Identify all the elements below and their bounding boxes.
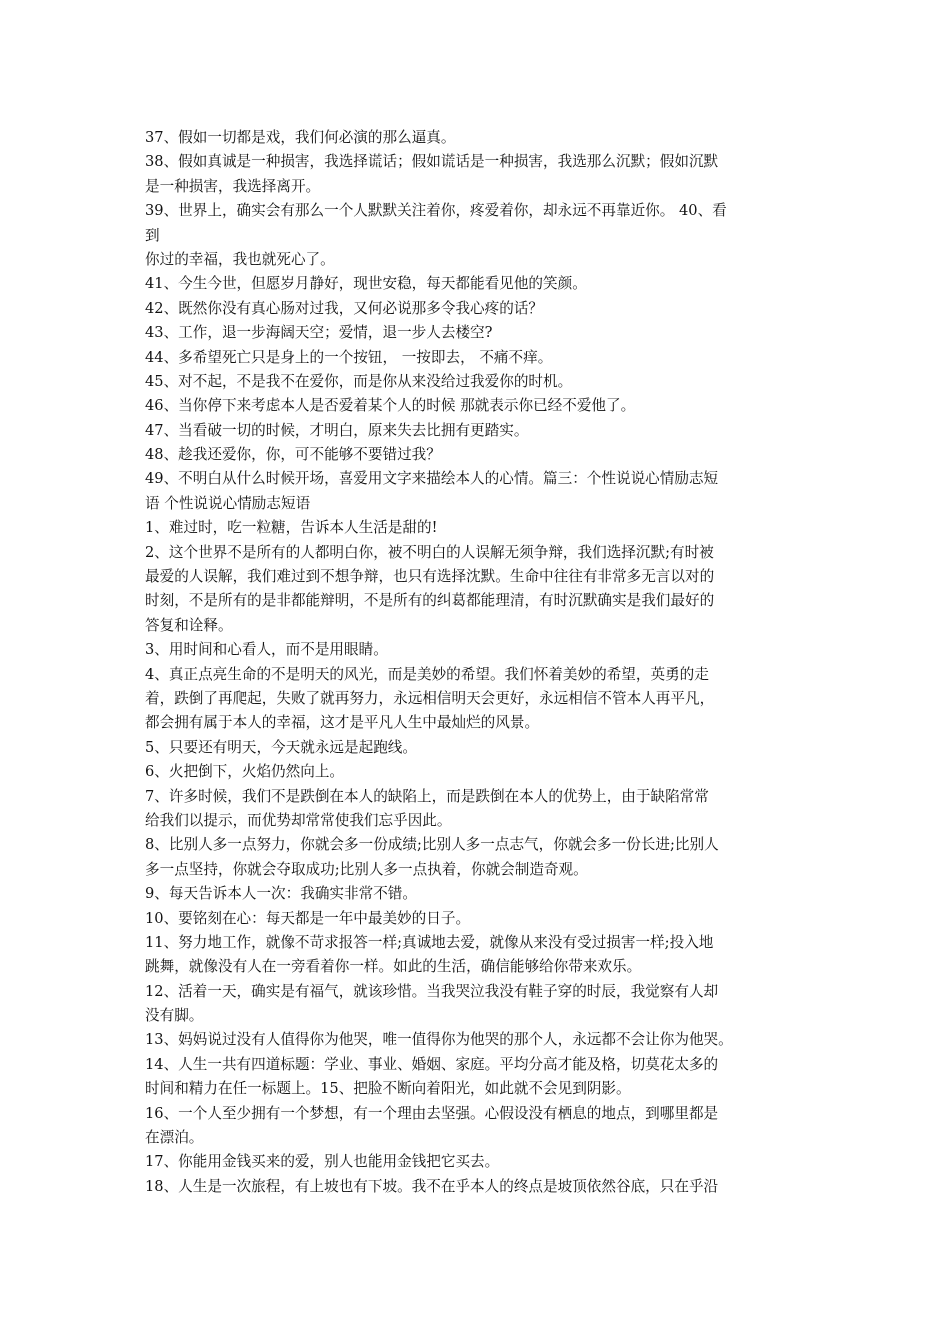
text-line: 语 个性说说心情励志短语 [145,494,311,512]
text-line: 10、要铭刻在心：每天都是一年中最美妙的日子。 [145,909,471,927]
text-line: 多一点坚持，你就会夺取成功;比别人多一点执着，你就会制造奇观。 [145,860,588,878]
text-line: 41、今生今世，但愿岁月静好，现世安稳，每天都能看见他的笑颜。 [145,275,587,293]
text-line: 你过的幸福，我也就死心了。 [145,250,335,268]
text-line: 37、假如一切都是戏，我们何必演的那么逼真。 [145,129,456,146]
text-line: 时间和精力在任一标题上。15、把脸不断向着阳光，如此就不会见到阴影。 [145,1080,631,1098]
text-line: 最爱的人误解，我们难过到不想争辩，也只有选择沈默。生命中往往有非常多无言以对的 [145,568,715,586]
text-line: 9、每天告诉本人一次：我确实非常不错。 [145,885,417,903]
text-line: 18、人生是一次旅程，有上坡也有下坡。我不在乎本人的终点是坡顶依然谷底，只在乎沿 [145,1177,719,1195]
text-line: 16、一个人至少拥有一个梦想，有一个理由去坚强。心假设没有栖息的地点，到哪里都是 [145,1104,719,1122]
text-line: 3、用时间和心看人，而不是用眼睛。 [145,641,388,659]
document-body [145,126,813,1199]
text-line: 都会拥有属于本人的幸福，这才是平凡人生中最灿烂的风景。 [145,714,540,732]
text-line: 14、人生一共有四道标题：学业、事业、婚姻、家庭。平均分高才能及格，切莫花太多的 [145,1055,719,1073]
text-line: 42、既然你没有真心肠对过我，又何必说那多令我心疼的话？ [145,299,544,317]
text-line: 43、工作，退一步海阔天空；爱情，退一步人去楼空? [145,324,493,342]
text-line: 是一种损害，我选择离开。 [145,177,321,195]
text-line: 48、趁我还爱你，你，可不能够不要错过我？ [145,446,441,464]
text-line: 5、只要还有明天，今天就永远是起跑线。 [145,738,417,756]
text-line: 45、对不起，不是我不在爱你，而是你从来没给过我爱你的时机。 [145,372,573,390]
text-line: 时刻，不是所有的是非都能辩明，不是所有的纠葛都能理清，有时沉默确实是我们最好的 [145,592,715,610]
text-line: 给我们以提示，而优势却常常使我们忘乎因此。 [145,811,452,829]
text-line: 4、真正点亮生命的不是明天的风光，而是美妙的希望。我们怀着美妙的希望，英勇的走 [145,665,709,683]
text-line: 13、妈妈说过没有人值得你为他哭，唯一值得你为他哭的那个人，永远都不会让你为他哭。 [145,1031,733,1049]
text-line: 12、活着一天，确实是有福气，就该珍惜。当我哭泣我没有鞋子穿的时辰，我觉察有人却 [145,982,719,1000]
text-line: 46、当你停下来考虑本人是否爱着某个人的时候 那就表示你已经不爱他了。 [145,397,636,415]
text-line: 49、不明白从什么时候开场，喜爱用文字来描绘本人的心情。篇三：个性说说心情励志短 [145,470,719,488]
text-line: 44、多希望死亡只是身上的一个按钮， 一按即去， 不痛不痒。 [145,348,553,366]
text-line: 6、火把倒下，火焰仍然向上。 [145,763,345,781]
text-line: 到 [145,226,160,244]
text-line: 答复和诠释。 [145,616,233,634]
text-line: 1、难过时，吃一粒糖，告诉本人生活是甜的! [145,519,438,537]
text-line: 38、假如真诚是一种损害，我选择谎话；假如谎话是一种损害，我选那么沉默；假如沉默 [145,153,719,171]
text-line: 17、你能用金钱买来的爱，别人也能用金钱把它买去。 [145,1153,500,1171]
text-line: 2、这个世界不是所有的人都明白你，被不明白的人误解无须争辩，我们选择沉默;有时被 [145,543,714,561]
text-line: 8、比别人多一点努力，你就会多一份成绩;比别人多一点志气，你就会多一份长进;比别人 [145,836,719,854]
text-line: 47、当看破一切的时候，才明白，原来失去比拥有更踏实。 [145,421,529,439]
text-line: 7、许多时候，我们不是跌倒在本人的缺陷上，而是跌倒在本人的优势上，由于缺陷常常 [145,787,709,805]
text-line: 11、努力地工作，就像不苛求报答一样;真诚地去爱，就像从来没有受过损害一样;投入地 [145,933,714,951]
text-line: 着，跌倒了再爬起，失败了就再努力，永远相信明天会更好，永远相信不管本人再平凡， [145,689,715,707]
text-line: 没有脚。 [145,1007,204,1025]
text-line: 跳舞，就像没有人在一旁看着你一样。如此的生活，确信能够给你带来欢乐。 [145,958,642,976]
text-line: 在漂泊。 [145,1129,204,1147]
text-line: 39、世界上，确实会有那么一个人默默关注着你，疼爱着你，却永远不再靠近你。 40、看 [145,202,727,220]
